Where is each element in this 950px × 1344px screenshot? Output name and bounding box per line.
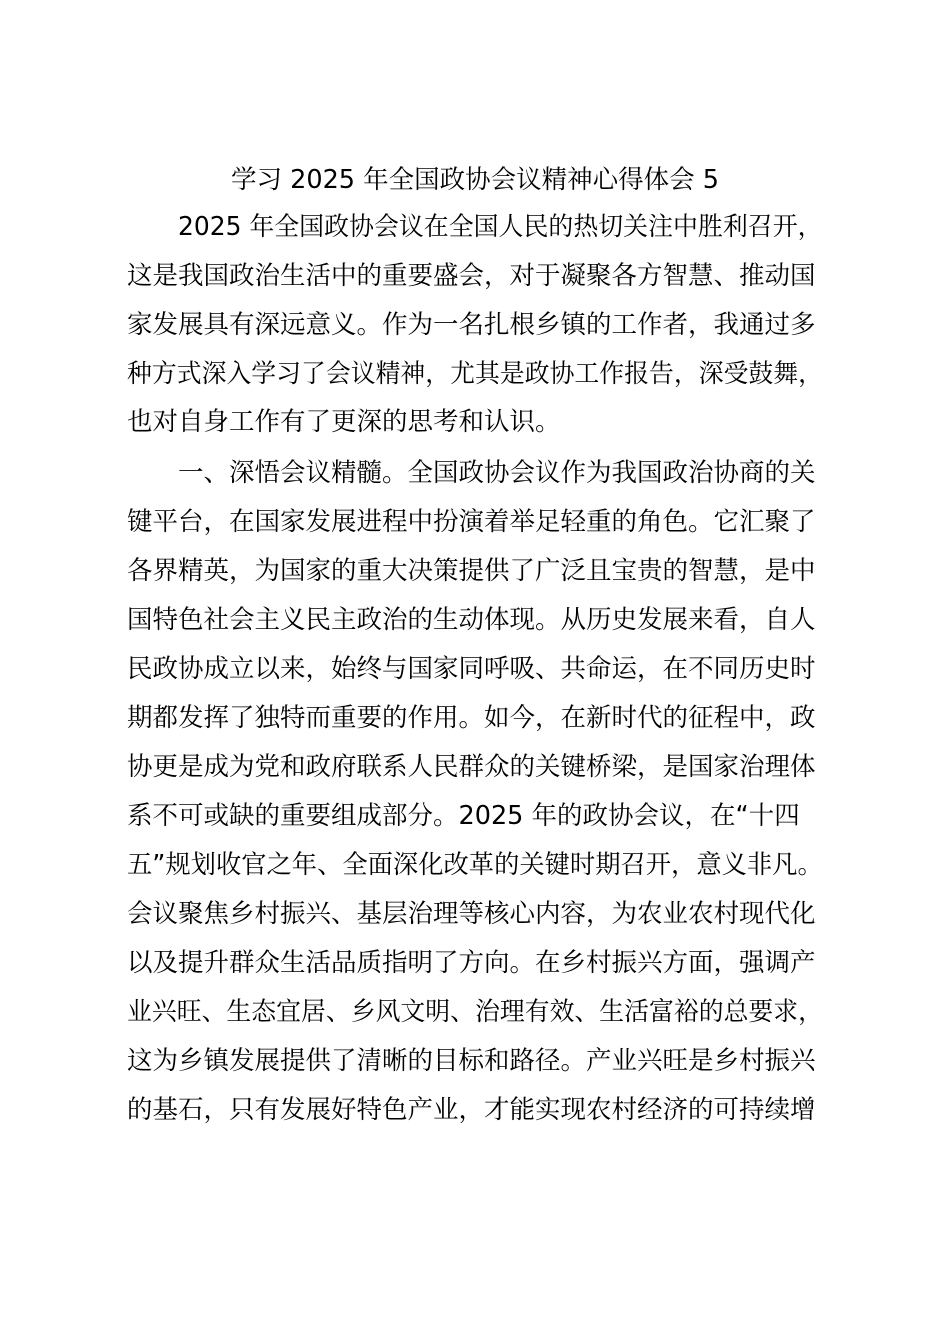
paragraph-2-line-8: 系不可或缺的重要组成部分。2025 年的政协会议，在“十四 (127, 801, 800, 831)
paragraph-2-line-3: 各界精英，为国家的重大决策提供了广泛且宝贵的智慧，是中 (127, 556, 816, 586)
document-title: 学习 2025 年全国政协会议精神心得体会 5 (231, 165, 719, 195)
paragraph-2-line-11: 以及提升群众生活品质指明了方向。在乡村振兴方面，强调产 (127, 948, 816, 978)
paragraph-2-line-13: 这为乡镇发展提供了清晰的目标和路径。产业兴旺是乡村振兴 (127, 1046, 816, 1076)
paragraph-2-line-4: 国特色社会主义民主政治的生动体现。从历史发展来看，自人 (127, 605, 816, 635)
paragraph-2-line-6: 期都发挥了独特而重要的作用。如今，在新时代的征程中，政 (127, 703, 816, 733)
paragraph-1-line-4: 种方式深入学习了会议精神，尤其是政协工作报告，深受鼓舞， (127, 359, 824, 389)
paragraph-1-line-5: 也对自身工作有了更深的思考和认识。 (127, 407, 561, 437)
paragraph-1-line-2: 这是我国政治生活中的重要盛会，对于凝聚各方智慧、推动国 (127, 261, 816, 291)
paragraph-1-line-1: 2025 年全国政协会议在全国人民的热切关注中胜利召开， (178, 212, 823, 242)
paragraph-2-line-14: 的基石，只有发展好特色产业，才能实现农村经济的可持续增 (127, 1095, 816, 1125)
paragraph-1-line-3: 家发展具有深远意义。作为一名扎根乡镇的工作者，我通过多 (127, 310, 816, 340)
paragraph-2-line-2: 键平台，在国家发展进程中扮演着举足轻重的角色。它汇聚了 (127, 507, 816, 537)
paragraph-2-line-9: 五”规划收官之年、全面深化改革的关键时期召开，意义非凡。 (127, 850, 823, 880)
paragraph-2-line-7: 协更是成为党和政府联系人民群众的关键桥梁，是国家治理体 (127, 752, 816, 782)
paragraph-2-line-5: 民政协成立以来，始终与国家同呼吸、共命运，在不同历史时 (127, 654, 816, 684)
paragraph-2-line-12: 业兴旺、生态宜居、乡风文明、治理有效、生活富裕的总要求， (127, 997, 824, 1027)
paragraph-2-line-1: 一、深悟会议精髓。全国政协会议作为我国政治协商的关 (178, 458, 816, 488)
paragraph-2-line-10: 会议聚焦乡村振兴、基层治理等核心内容，为农业农村现代化 (127, 899, 816, 929)
